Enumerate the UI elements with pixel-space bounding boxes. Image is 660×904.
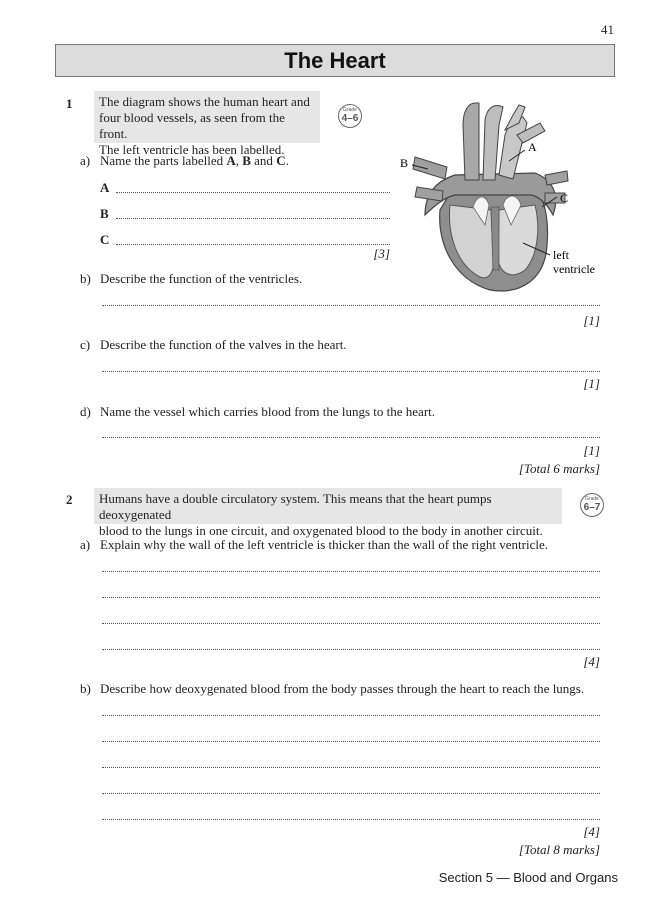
q2a-prefix: a) <box>80 537 91 552</box>
answer-line-q2a-1[interactable] <box>102 571 600 572</box>
diagram-label-c: C <box>560 191 569 205</box>
q2a-text: Explain why the wall of the left ventricle is thicker than the wall of the right ventricle. <box>100 537 548 552</box>
grade-value: 4–6 <box>341 113 359 124</box>
q1d-prefix: d) <box>80 404 91 419</box>
answer-line-q2a-3[interactable] <box>102 623 600 624</box>
heart-diagram <box>395 95 610 295</box>
q1a-text-start: Name the parts labelled <box>100 153 227 168</box>
q1c-prefix: c) <box>80 337 91 352</box>
answer-line-a[interactable] <box>116 192 390 193</box>
answer-label-c: C <box>100 232 110 247</box>
diagram-label-b: B <box>400 156 409 170</box>
q1b-text: Describe the function of the ventricles. <box>100 271 303 286</box>
grade-badge-6-7 <box>580 493 604 517</box>
q1d-text: Name the vessel which carries blood from the lungs to the heart. <box>100 404 436 419</box>
q1-total-marks: [Total 6 marks] <box>518 461 600 476</box>
q2a-marks: [4] <box>583 654 600 669</box>
section-footer: Section 5 — Blood and Organs <box>438 870 618 885</box>
answer-line-q2b-5[interactable] <box>102 819 600 820</box>
answer-line-q2b-4[interactable] <box>102 793 600 794</box>
q1a-bold-c: C <box>276 153 286 168</box>
page-title: The Heart <box>284 48 386 73</box>
question-1-intro <box>94 91 320 157</box>
intro-line: blood to the lungs in one circuit, and oxygenated blood to the body in another circuit. <box>99 523 543 538</box>
diagram-label-a: A <box>528 140 537 154</box>
answer-line-q1d[interactable] <box>102 437 600 438</box>
q1c-marks: [1] <box>583 376 600 391</box>
intro-line: The diagram shows the human heart and <box>99 94 310 109</box>
q1a-comma: , <box>235 153 243 168</box>
q2b-marks: [4] <box>583 824 600 839</box>
grade-value: 6–7 <box>583 502 601 513</box>
question-2-intro <box>94 488 562 538</box>
q1a-marks: [3] <box>373 246 390 261</box>
intro-line: Humans have a double circulatory system. This means that the heart pumps deoxygenated <box>99 491 492 522</box>
grade-badge-4-6 <box>338 104 362 128</box>
answer-line-q2a-2[interactable] <box>102 597 600 598</box>
q1a-and: and <box>250 153 277 168</box>
q1a-prefix: a) <box>80 153 91 168</box>
q1c-text: Describe the function of the valves in the heart. <box>100 337 347 352</box>
q1a-bold-b: B <box>242 153 251 168</box>
answer-label-b: B <box>100 206 109 221</box>
answer-line-q2b-2[interactable] <box>102 741 600 742</box>
answer-label-a: A <box>100 180 110 195</box>
page-number: 41 <box>601 22 614 37</box>
answer-line-b[interactable] <box>116 218 390 219</box>
q1b-marks: [1] <box>583 313 600 328</box>
q1a-text <box>100 153 289 169</box>
intro-line: The left ventricle has been labelled. <box>99 142 285 157</box>
diagram-label-ventricle: ventricle <box>553 262 595 276</box>
q1a-end: . <box>285 153 289 168</box>
answer-line-c[interactable] <box>116 244 390 245</box>
grade-label: Grade <box>585 496 599 502</box>
answer-line-q1c[interactable] <box>102 371 600 372</box>
answer-line-q2b-3[interactable] <box>102 767 600 768</box>
q2b-prefix: b) <box>80 681 91 696</box>
intro-line: four blood vessels, as seen from the front. <box>99 110 285 141</box>
heart-drawing <box>413 103 568 291</box>
answer-line-q1b[interactable] <box>102 305 600 306</box>
diagram-label-left: left <box>553 248 569 262</box>
question-1-number: 1 <box>66 96 73 111</box>
q1b-prefix: b) <box>80 271 91 286</box>
question-2-number: 2 <box>66 492 73 507</box>
answer-line-q2b-1[interactable] <box>102 715 600 716</box>
q2b-text: Describe how deoxygenated blood from the body passes through the heart to reach the lungs. <box>100 681 585 696</box>
q1a-bold-a: A <box>226 153 236 168</box>
grade-label: Grade <box>343 107 357 113</box>
answer-line-q2a-4[interactable] <box>102 649 600 650</box>
q1d-marks: [1] <box>583 443 600 458</box>
q2-total-marks: [Total 8 marks] <box>518 842 600 857</box>
